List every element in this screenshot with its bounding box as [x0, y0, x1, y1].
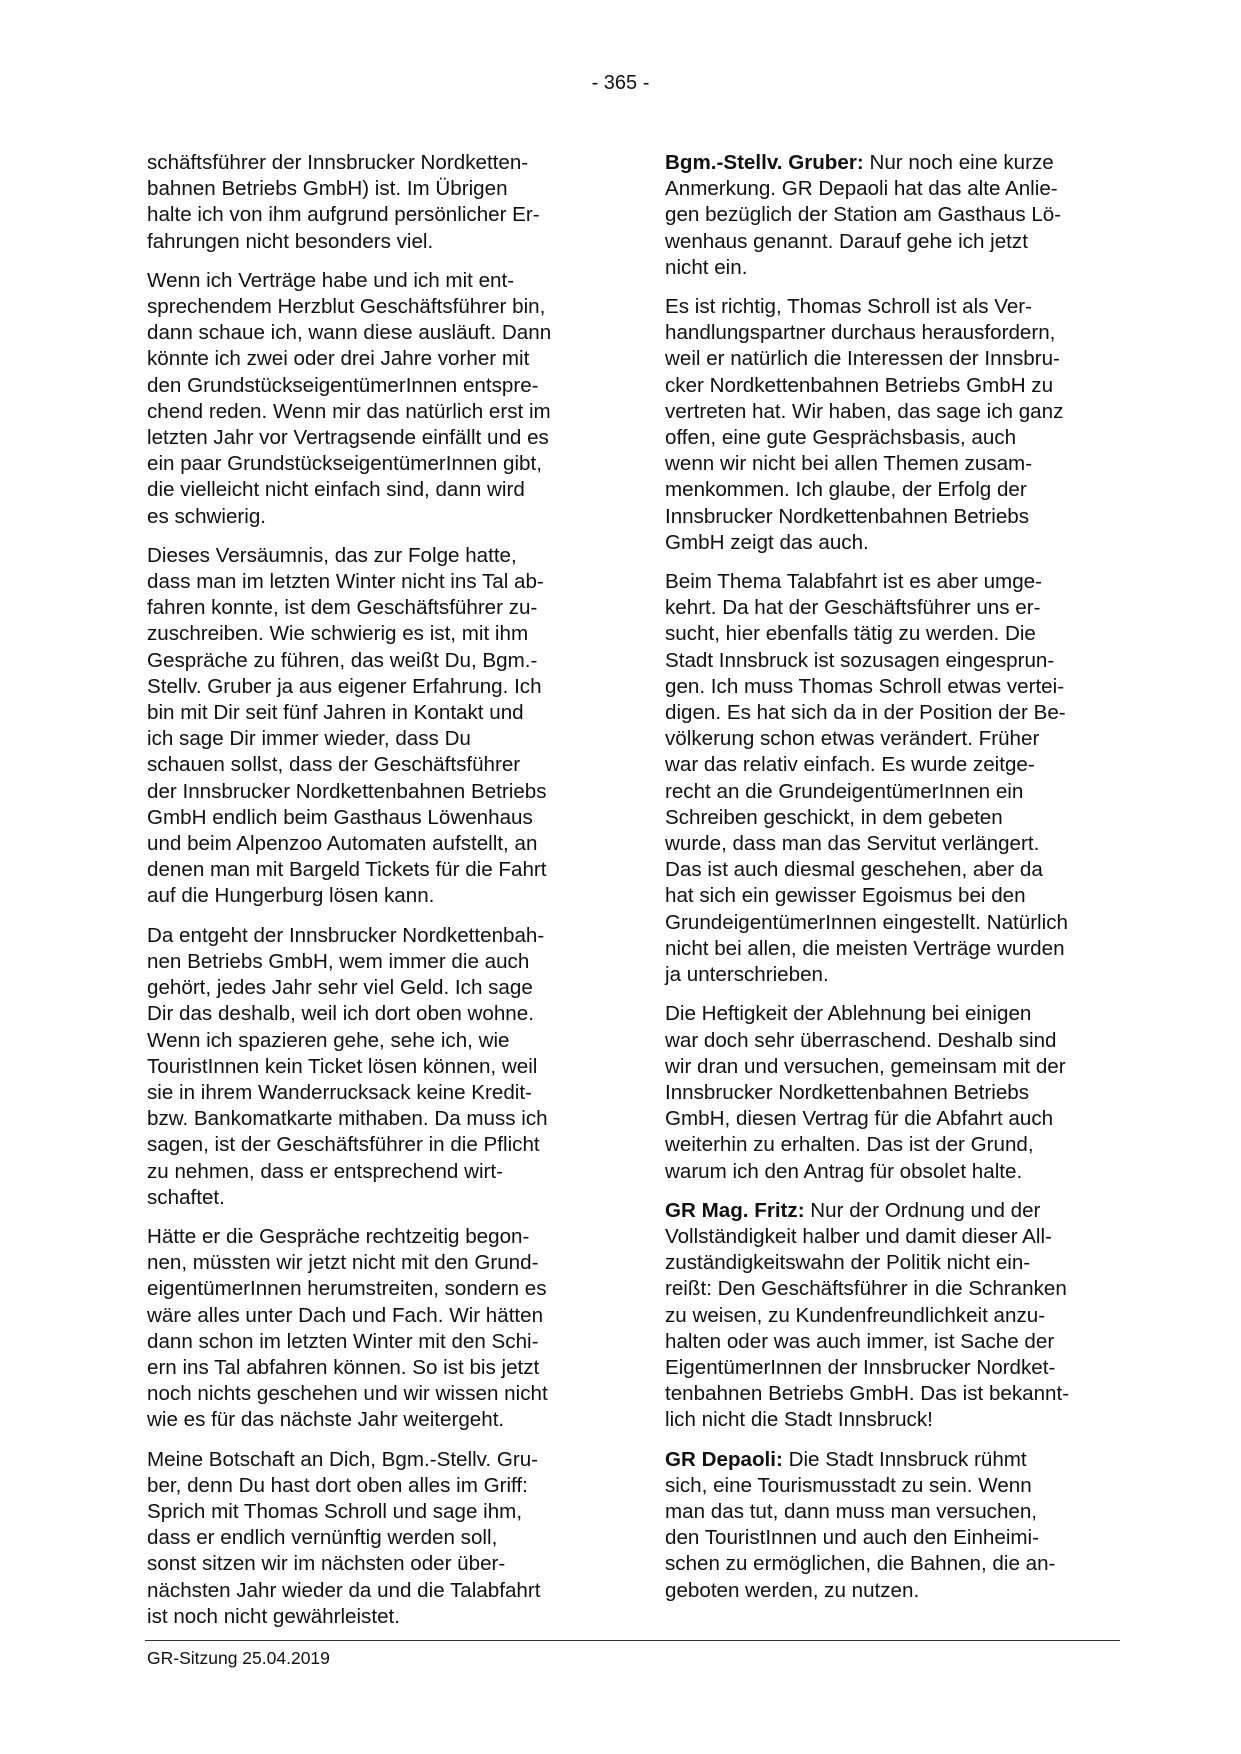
- speech-text: Die Heftigkeit der Ablehnung bei einigen war doch sehr überraschend. Deshalb sind wir dran und versuchen, gemeinsam mit der Innsbrucker Nordkettenbahnen Betriebs GmbH, diesen Vertrag für die Abfahrt auch weiterhin zu erhalten. Das ist der Grund, warum ich den Antrag für obsolet halte.: [665, 1002, 1066, 1183]
- footer-session-date: GR-Sitzung 25.04.2019: [147, 1648, 330, 1668]
- footer-divider: [145, 1640, 1120, 1641]
- paragraph: Da entgeht der Innsbrucker Nordkettenbah- nen Betriebs GmbH, wem immer die auch gehört, jedes Jahr sehr viel Geld. Ich sage Dir das deshalb, weil ich dort oben wohne. Wenn ich spazieren gehe, sehe ich, wie TouristInnen kein Ticket lösen können, weil sie in ihrem Wanderrucksack keine Kredit- bzw. Bankomatkarte mithaben. Da muss ich sagen, ist der Geschäftsführer in die Pflicht zu nehmen, dass er entsprechend wirt- schaftet.: [147, 923, 548, 1209]
- paragraph: Dieses Versäumnis, das zur Folge hatte, dass man im letzten Winter nicht ins Tal ab- fahren konnte, ist dem Geschäftsführer zu- zuschreiben. Wie schwierig es ist, mit ihm Gespräche zu führen, das weißt Du, Bgm.- Stellv. Gruber ja aus eigener Erfahrung. Ich bin mit Dir seit fünf Jahren in Kontakt und ich sage Dir immer wieder, dass Du schauen sollst, dass der Geschäftsführer der Innsbrucker Nordkettenbahnen Betriebs GmbH endlich beim Gasthaus Löwenhaus und beim Alpenzoo Automaten aufstellt, an denen man mit Bargeld Tickets für die Fahrt auf die Hungerburg lösen kann.: [147, 543, 547, 908]
- paragraph: Meine Botschaft an Dich, Bgm.-Stellv. Gru- ber, denn Du hast dort oben alles im Griff: Sprich mit Thomas Schroll und sage ihm, dass er endlich vernünftig werden soll, sonst sitzen wir im nächsten oder über- nächsten Jahr wieder da und die Talabfahrt ist noch nicht gewährleistet.: [147, 1447, 541, 1628]
- left-column: [147, 150, 597, 1643]
- paragraph: [665, 1001, 1115, 1184]
- speaker-name: GR Depaoli:: [665, 1447, 783, 1471]
- speech-text: Es ist richtig, Thomas Schroll ist als Ver- handlungspartner durchaus herausfordern, weil er natürlich die Interessen der Innsbru- cker Nordkettenbahnen Betriebs GmbH zu vertreten hat. Wir haben, das sage ich ganz offen, eine gute Gesprächsbasis, auch wenn wir nicht bei allen Themen zusam- menkommen. Ich glaube, der Erfolg der Innsbrucker Nordkettenbahnen Betriebs GmbH zeigt das auch.: [665, 295, 1064, 554]
- speech-depaoli: [665, 1447, 1115, 1604]
- speaker-name: GR Mag. Fritz:: [665, 1198, 805, 1222]
- paragraph: Hätte er die Gespräche rechtzeitig begon- nen, müssten wir jetzt nicht mit den Grund- eigentümerInnen herumstreiten, sondern es wäre alles unter Dach und Fach. Wir hätten dann schon im letzten Winter mit den Schi- ern ins Tal abfahren können. So ist bis jetzt noch nichts geschehen und wir wissen nicht wie es für das nächste Jahr weitergeht.: [147, 1224, 548, 1432]
- speech-text: Beim Thema Talabfahrt ist es aber umge- kehrt. Da hat der Geschäftsführer uns er- sucht, hier ebenfalls tätig zu werden. Die Stadt Innsbruck ist sozusagen eingesprun- gen. Ich muss Thomas Schroll etwas vertei- digen. Es hat sich da in der Position der Be- völkerung schon etwas verändert. Früher war das relativ einfach. Es wurde zeitge- recht an die GrundeigentümerInnen ein Schreiben geschickt, in dem gebeten wurde, dass man das Servitut verlängert. Das ist auch diesmal geschehen, aber da hat sich ein gewisser Egoismus bei den GrundeigentümerInnen eingestellt. Natürlich nicht bei allen, die meisten Verträge wurden ja unterschrieben.: [665, 570, 1068, 987]
- paragraph: schäftsführer der Innsbrucker Nordketten- bahnen Betriebs GmbH) ist. Im Übrigen halte ich von ihm aufgrund persönlicher Er- fahrungen nicht besonders viel.: [147, 151, 540, 253]
- speech-text: Die Stadt Innsbruck rühmt sich, eine Tourismusstadt zu sein. Wenn man das tut, dann muss man versuchen, den TouristInnen und auch den Einheimi- schen zu ermöglichen, die Bahnen, die an- geboten werden, zu nutzen.: [665, 1447, 1056, 1602]
- paragraph: [665, 294, 1115, 556]
- speech-text: Nur noch eine kurze Anmerkung. GR Depaoli hat das alte Anlie- gen bezüglich der Station am Gasthaus Lö- wenhaus genannt. Darauf gehe ich jetzt nicht ein.: [665, 151, 1062, 279]
- speech-fritz: [665, 1198, 1115, 1434]
- speaker-name: Bgm.-Stellv. Gruber:: [665, 151, 864, 174]
- speech-text: Nur der Ordnung und der Vollständigkeit halber und damit dieser All- zuständigkeitswahn der Politik nicht ein- reißt: Den Geschäftsführer in die Schranken zu weisen, zu Kundenfreundlichkeit anzu- halten oder was auch immer, ist Sache der EigentümerInnen der Innsbrucker Nordket- tenbahnen Betriebs GmbH. Das ist bekannt- lich nicht die Stadt Innsbruck!: [665, 1198, 1070, 1432]
- page-number: - 365 -: [591, 72, 650, 94]
- paragraph: [665, 569, 1115, 988]
- paragraph: Wenn ich Verträge habe und ich mit ent- sprechendem Herzblut Geschäftsführer bin, dann schaue ich, wann diese ausläuft. Dann könnte ich zwei oder drei Jahre vorher mit den GrundstückseigentümerInnen entspre- chend reden. Wenn mir das natürlich erst im letzten Jahr vor Vertragsende einfällt und es ein paar GrundstückseigentümerInnen gibt, die vielleicht nicht einfach sind, dann wird es schwierig.: [147, 268, 552, 528]
- speech-gruber: [665, 150, 1115, 281]
- right-column: [665, 150, 1115, 1617]
